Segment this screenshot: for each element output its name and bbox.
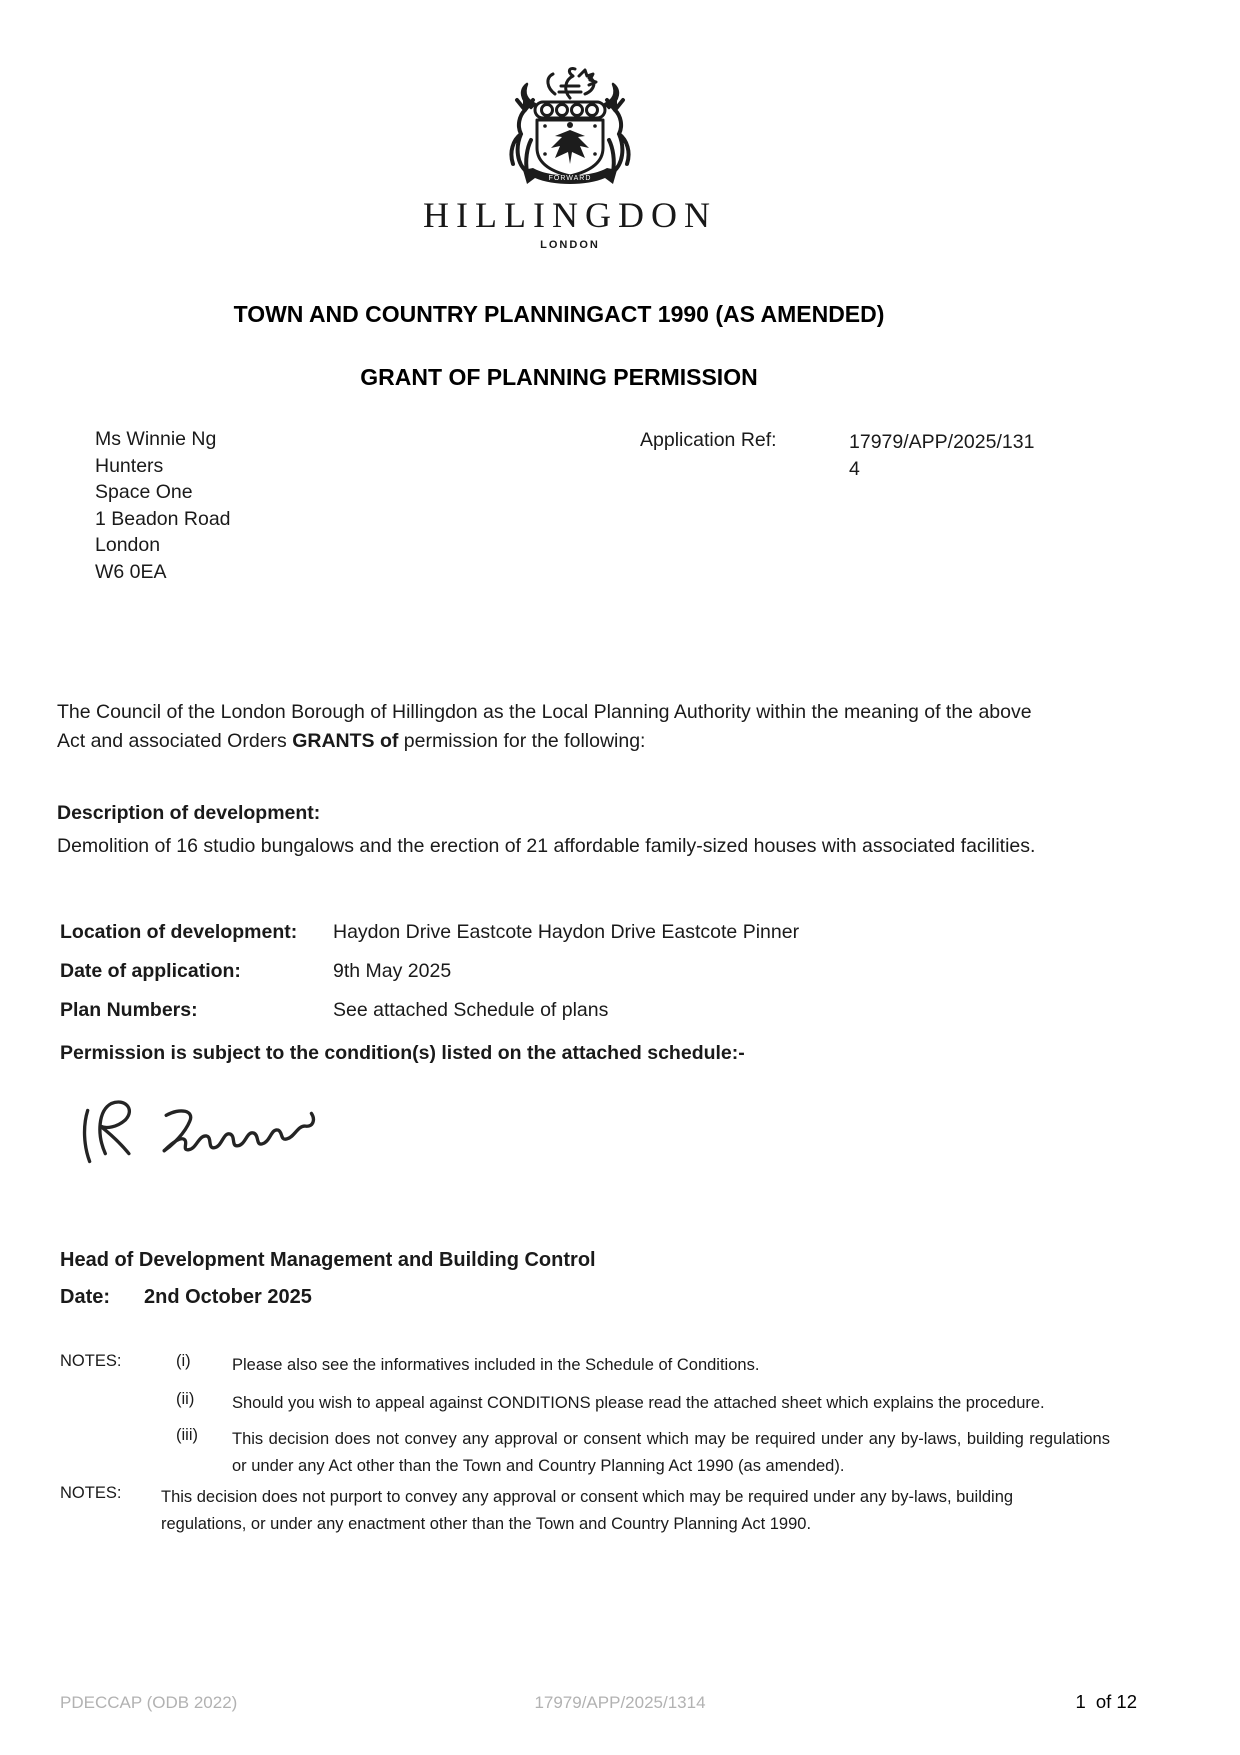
signatory-date <box>60 1286 312 1309</box>
grant-statement <box>57 698 1062 756</box>
detail-row-date <box>60 960 1160 983</box>
logo-wordmark: HILLINGDON <box>423 195 717 235</box>
signature <box>70 1088 335 1180</box>
footer-page-number <box>1076 1691 1137 1713</box>
grant-title: GRANT OF PLANNING PERMISSION <box>360 364 758 390</box>
applicant-address-line: Space One <box>95 481 193 503</box>
council-logo <box>390 64 750 251</box>
plan-numbers-value: See attached Schedule of plans <box>333 999 609 1021</box>
detail-row-plans <box>60 999 1160 1022</box>
page-total: of 12 <box>1095 1691 1137 1712</box>
plan-numbers-label: Plan Numbers: <box>60 999 198 1021</box>
description-label: Description of development: <box>57 802 321 824</box>
applicant-address-line: 1 Beadon Road <box>95 507 231 530</box>
note-number: (iii) <box>176 1426 198 1444</box>
grant-statement-text: The Council of the London Borough of Hillingdon as the Local Planning Authority within the meaning of the above Act and associated Orders <box>57 701 1032 752</box>
permission-conditions-line: Permission is subject to the condition(s) listed on the attached schedule:- <box>60 1042 745 1064</box>
grant-statement-text: permission for the following: <box>398 730 646 752</box>
applicant-address <box>95 426 231 585</box>
notes-label: NOTES: <box>60 1484 122 1502</box>
act-title: TOWN AND COUNTRY PLANNINGACT 1990 (AS AMENDED) <box>233 301 885 327</box>
location-label: Location of development: <box>60 921 298 943</box>
applicant-address-line: Hunters <box>95 454 164 477</box>
footer-form-code: PDECCAP (ODB 2022) <box>60 1693 238 1712</box>
note-text: Should you wish to appeal against CONDITIONS please read the attached sheet which explains the procedure. <box>232 1394 1045 1412</box>
signatory-title: Head of Development Management and Building Control <box>60 1249 596 1271</box>
page-current: 1 <box>1075 1691 1086 1712</box>
logo-subtitle: LONDON <box>540 239 600 251</box>
notes-second-text: This decision does not purport to convey any approval or consent which may be required under any by-laws, building regulations, or under any enactment other than the Town and Country Planning Act 1990. <box>161 1488 1014 1533</box>
application-date-value: 9th May 2025 <box>333 960 452 982</box>
applicant-address-line: London <box>95 534 161 556</box>
detail-row-location <box>60 921 1160 944</box>
note-text: Please also see the informatives included in the Schedule of Conditions. <box>232 1356 760 1374</box>
location-value: Haydon Drive Eastcote Haydon Drive Eastcote Pinner <box>333 921 800 943</box>
applicant-address-line: W6 0EA <box>95 560 167 583</box>
grants-of-emphasis: GRANTS of <box>292 730 399 752</box>
note-number: (ii) <box>176 1390 195 1408</box>
notes-label: NOTES: <box>60 1352 122 1370</box>
date-label: Date: <box>60 1286 111 1308</box>
application-ref-label: Application Ref: <box>640 429 777 451</box>
note-number: (i) <box>176 1352 191 1370</box>
footer-application-ref: 17979/APP/2025/1314 <box>534 1693 706 1712</box>
note-text: This decision does not convey any approval or consent which may be required under any by-laws, building regulations or under any Act other than the Town and Country Planning Act 1990 (as amended). <box>232 1430 1110 1475</box>
date-value: 2nd October 2025 <box>144 1286 312 1308</box>
application-ref-value: 17979/APP/2025/1314 <box>849 431 1035 480</box>
crest-motto: FORWARD <box>548 175 592 182</box>
application-date-label: Date of application: <box>60 960 241 982</box>
hillingdon-crest-icon <box>475 64 665 192</box>
applicant-address-line: Ms Winnie Ng <box>95 428 217 450</box>
description-text: Demolition of 16 studio bungalows and the erection of 21 affordable family-sized houses with associated facilities. <box>57 835 1036 857</box>
